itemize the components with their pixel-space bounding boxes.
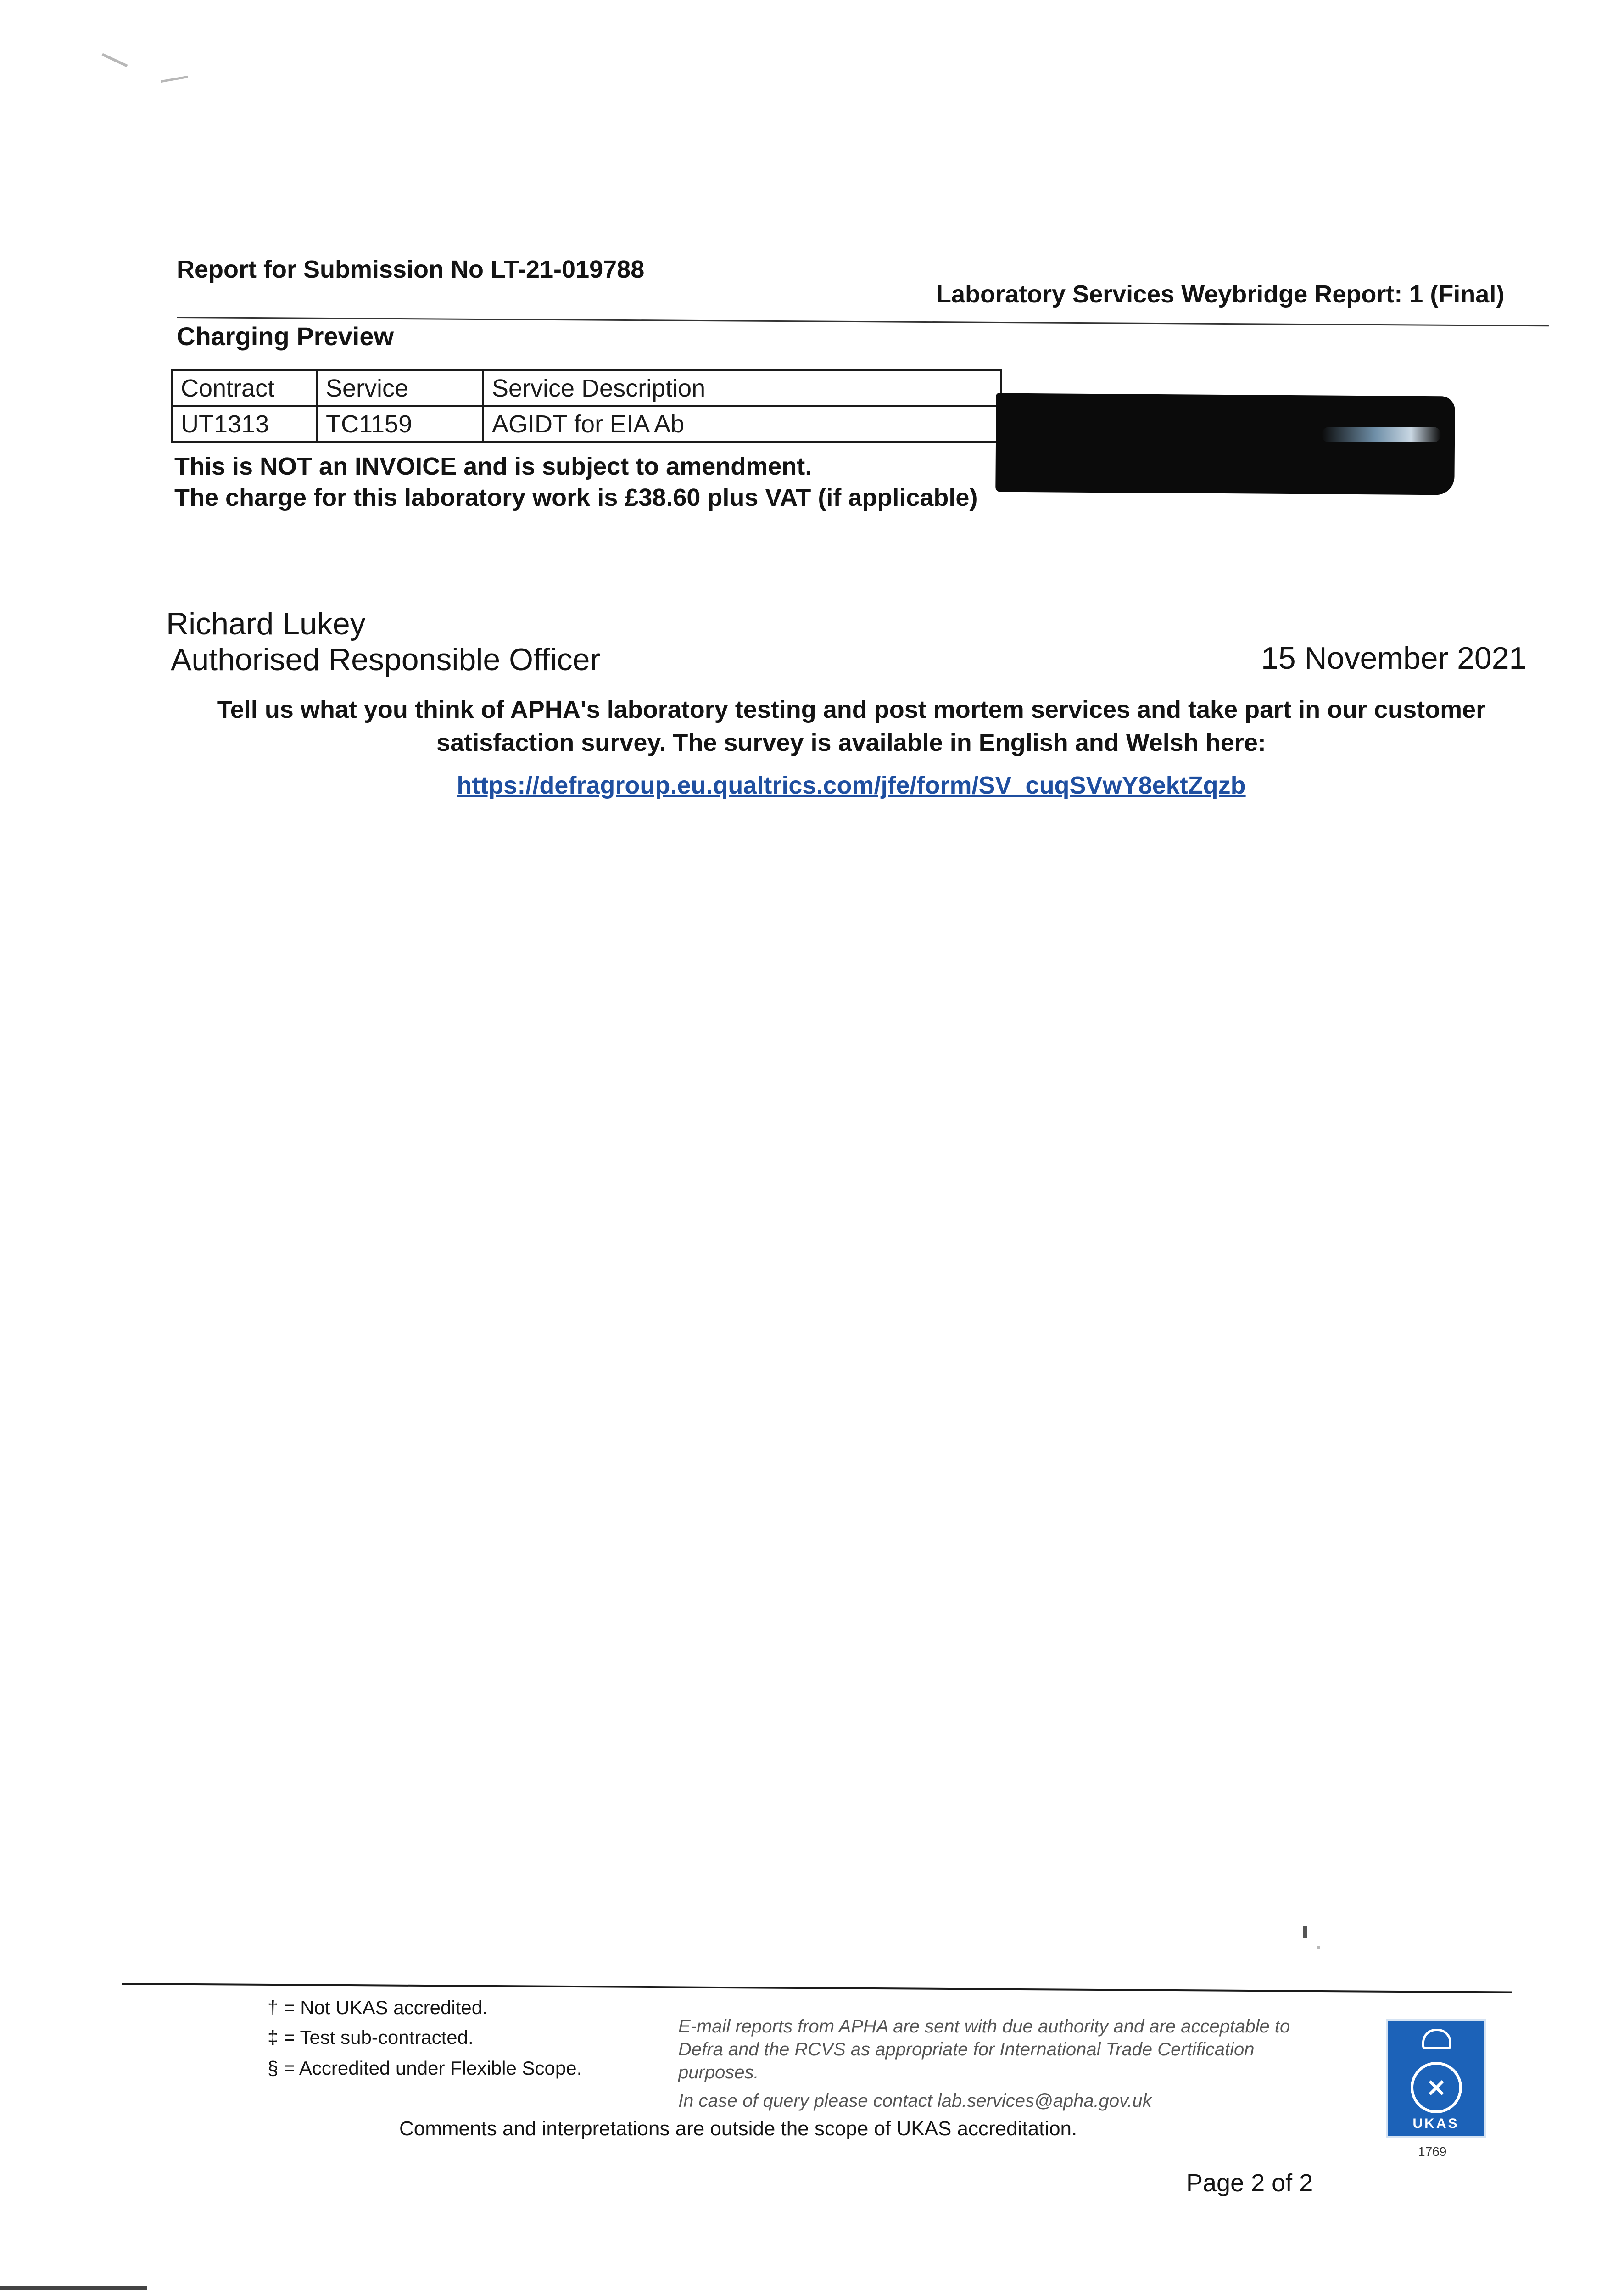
scan-speck bbox=[161, 76, 188, 83]
column-header-service-description: Service Description bbox=[483, 370, 1001, 406]
scan-edge bbox=[0, 2286, 147, 2290]
redaction-streak bbox=[1322, 427, 1441, 442]
rose-icon: ⨯ bbox=[1411, 2062, 1462, 2113]
redaction-block bbox=[995, 393, 1455, 495]
query-contact-note: In case of query please contact lab.services@apha.gov.uk bbox=[678, 2091, 1152, 2111]
ukas-logo-label: UKAS bbox=[1412, 2116, 1459, 2131]
email-report-note: E-mail reports from APHA are sent with due authority and are acceptable to Defra and the RCVS as appropriate for International Trade Certification purposes. bbox=[678, 2016, 1290, 2082]
column-header-contract: Contract bbox=[172, 370, 317, 406]
officer-role: Authorised Responsible Officer bbox=[171, 642, 601, 677]
scan-speck bbox=[1303, 1926, 1307, 1938]
cell-contract: UT1313 bbox=[172, 406, 317, 442]
cell-service: TC1159 bbox=[317, 406, 483, 442]
submission-title: Report for Submission No LT-21-019788 bbox=[177, 256, 645, 283]
ukas-logo bbox=[1386, 2019, 1486, 2138]
section-title: Charging Preview bbox=[177, 322, 394, 351]
table-row bbox=[172, 406, 1001, 442]
charge-amount-line: The charge for this laboratory work is £38.60 plus VAT (if applicable) bbox=[174, 484, 978, 511]
scan-speck bbox=[1317, 1946, 1320, 1949]
legend-flexible-scope: § = Accredited under Flexible Scope. bbox=[268, 2057, 582, 2079]
page-number: Page 2 of 2 bbox=[1186, 2169, 1313, 2197]
scan-speck bbox=[102, 53, 128, 67]
report-date: 15 November 2021 bbox=[1261, 641, 1527, 676]
crown-icon bbox=[1422, 2029, 1451, 2049]
survey-link[interactable]: https://defragroup.eu.qualtrics.com/jfe/form/SV_cuqSVwY8ektZqzb bbox=[457, 772, 1246, 799]
ukas-scope-comment: Comments and interpretations are outside the scope of UKAS accreditation. bbox=[399, 2117, 1077, 2140]
column-header-service: Service bbox=[317, 370, 483, 406]
cell-service-description: AGIDT for EIA Ab bbox=[483, 406, 1001, 442]
legend-sub-contracted: ‡ = Test sub-contracted. bbox=[268, 2026, 474, 2048]
footer-divider bbox=[122, 1983, 1512, 1993]
officer-name: Richard Lukey bbox=[166, 606, 366, 641]
table-header-row bbox=[172, 370, 1001, 406]
survey-text: Tell us what you think of APHA's laboratory testing and post mortem services and take part in our customer satisfaction survey. The survey is available in English and Welsh here: bbox=[217, 696, 1486, 756]
legend-not-accredited: † = Not UKAS accredited. bbox=[268, 1997, 488, 2018]
ukas-accreditation-number: 1769 bbox=[1418, 2144, 1447, 2159]
lab-report-title: Laboratory Services Weybridge Report: 1 (Final) bbox=[936, 280, 1505, 308]
not-invoice-notice: This is NOT an INVOICE and is subject to amendment. bbox=[174, 453, 812, 480]
charging-table bbox=[171, 369, 1002, 443]
